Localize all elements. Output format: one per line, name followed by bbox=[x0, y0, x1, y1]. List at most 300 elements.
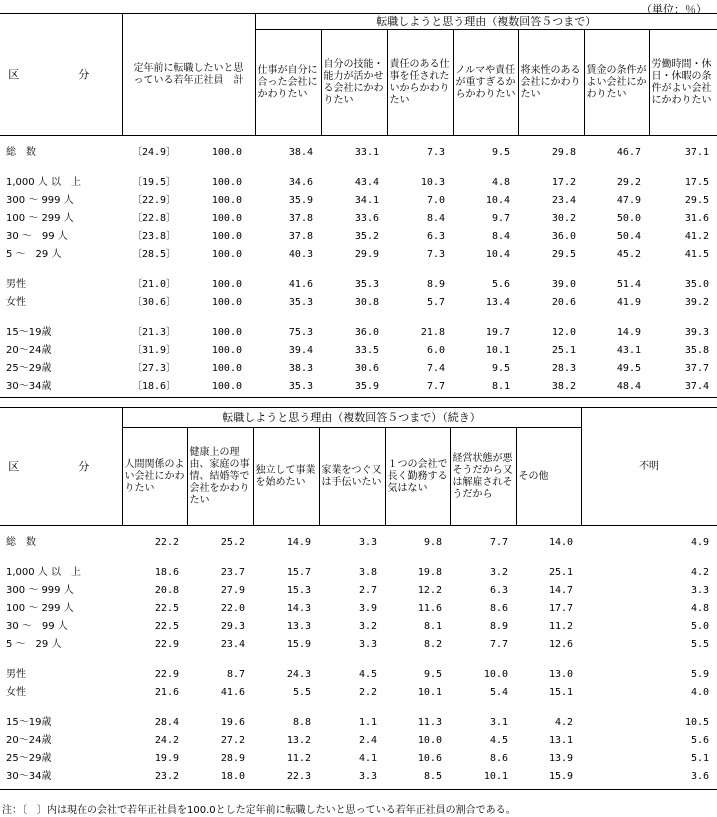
value-cell: 50.4 bbox=[616, 231, 641, 242]
value-cell: 1.1 bbox=[358, 717, 377, 728]
value-cell: 13.0 bbox=[548, 669, 574, 680]
value-cell: 8.4 bbox=[491, 231, 510, 242]
value-cell: 34.6 bbox=[288, 177, 313, 188]
value-cell: 9.8 bbox=[423, 537, 442, 548]
value-cell: 36.0 bbox=[354, 327, 379, 338]
table-row bbox=[0, 666, 717, 684]
row-label: 15〜19歳 bbox=[6, 717, 52, 728]
value-cell: 14.9 bbox=[616, 327, 641, 338]
table-row bbox=[0, 294, 717, 312]
value-cell: 41.5 bbox=[684, 249, 709, 260]
total-value: 100.0 bbox=[211, 279, 242, 290]
value-cell: 35.3 bbox=[288, 297, 313, 308]
value-cell: 10.5 bbox=[684, 717, 710, 728]
reason-header: その他 bbox=[516, 428, 581, 526]
value-cell: 11.2 bbox=[286, 753, 311, 764]
value-cell: 38.4 bbox=[288, 147, 313, 158]
value-cell: 7.7 bbox=[426, 381, 445, 392]
value-cell: 29.3 bbox=[220, 621, 245, 632]
value-cell: 28.4 bbox=[154, 717, 179, 728]
row-label: 男性 bbox=[6, 669, 26, 680]
row-label: 1,000 人 以 上 bbox=[6, 177, 81, 188]
value-cell: 5.9 bbox=[691, 669, 710, 680]
value-cell: 39.2 bbox=[684, 297, 709, 308]
value-cell: 3.8 bbox=[358, 567, 377, 578]
value-cell: 24.2 bbox=[154, 735, 179, 746]
unit-label: （単位：％） bbox=[641, 3, 707, 16]
value-cell: 11.2 bbox=[548, 621, 574, 632]
value-cell: 4.5 bbox=[489, 735, 508, 746]
value-cell: 30.2 bbox=[551, 213, 576, 224]
value-cell: 8.6 bbox=[489, 603, 508, 614]
reason-header: 仕事が自分に合った会社にかわりたい bbox=[255, 30, 321, 136]
value-cell: 19.6 bbox=[220, 717, 245, 728]
value-cell: 5.5 bbox=[292, 687, 311, 698]
table-row bbox=[0, 564, 717, 582]
value-cell: 6.3 bbox=[426, 231, 445, 242]
value-cell: 35.3 bbox=[288, 381, 313, 392]
value-cell: 30.8 bbox=[354, 297, 379, 308]
value-cell: 10.0 bbox=[483, 669, 508, 680]
value-cell: 9.7 bbox=[491, 213, 510, 224]
value-cell: 17.2 bbox=[551, 177, 576, 188]
value-cell: 2.2 bbox=[358, 687, 377, 698]
value-cell: 8.5 bbox=[423, 771, 442, 782]
row-gap bbox=[0, 136, 717, 144]
ratio-value: 〔23.8〕 bbox=[132, 231, 177, 242]
value-cell: 35.0 bbox=[684, 279, 709, 290]
value-cell: 5.5 bbox=[691, 639, 710, 650]
value-cell: 4.9 bbox=[691, 537, 710, 548]
value-cell: 22.5 bbox=[154, 621, 179, 632]
table-row bbox=[0, 684, 717, 702]
value-cell: 11.6 bbox=[417, 603, 442, 614]
total-cell bbox=[122, 144, 255, 162]
value-cell: 8.4 bbox=[426, 213, 445, 224]
table-row bbox=[0, 228, 717, 246]
bottom-group-header: 転職しようと思う理由（複数回答５つまで）（続き） bbox=[122, 408, 581, 428]
value-cell: 22.3 bbox=[286, 771, 311, 782]
value-cell: 13.2 bbox=[286, 735, 311, 746]
row-label: 30〜34歳 bbox=[6, 771, 52, 782]
row-gap bbox=[0, 526, 717, 534]
row-label: 20〜24歳 bbox=[6, 345, 52, 356]
table-row bbox=[0, 342, 717, 360]
value-cell: 15.9 bbox=[548, 771, 574, 782]
row-label: 1,000 人 以 上 bbox=[6, 567, 81, 578]
row-label: 20〜24歳 bbox=[6, 735, 52, 746]
row-label: 総 数 bbox=[6, 537, 36, 548]
value-cell: 9.5 bbox=[423, 669, 442, 680]
value-cell: 27.2 bbox=[220, 735, 245, 746]
value-cell: 7.0 bbox=[426, 195, 445, 206]
value-cell: 28.3 bbox=[551, 363, 576, 374]
ratio-value: 〔21.0〕 bbox=[132, 279, 177, 290]
value-cell: 41.6 bbox=[220, 687, 245, 698]
total-cell bbox=[122, 210, 255, 228]
row-label: 300 〜 999 人 bbox=[6, 195, 74, 206]
value-cell: 14.0 bbox=[548, 537, 574, 548]
value-cell: 21.8 bbox=[420, 327, 445, 338]
total-value: 100.0 bbox=[211, 177, 242, 188]
value-cell: 25.1 bbox=[548, 567, 574, 578]
total-cell bbox=[122, 360, 255, 378]
table-row bbox=[0, 636, 717, 654]
total-cell bbox=[122, 192, 255, 210]
gap-cell bbox=[0, 552, 717, 564]
value-cell: 37.1 bbox=[684, 147, 709, 158]
table-row bbox=[0, 600, 717, 618]
value-cell: 39.4 bbox=[288, 345, 313, 356]
value-cell: 15.7 bbox=[286, 567, 311, 578]
value-cell: 3.3 bbox=[691, 585, 710, 596]
gap-cell bbox=[0, 162, 717, 174]
gap-cell bbox=[0, 136, 717, 144]
total-cell bbox=[122, 174, 255, 192]
value-cell: 3.6 bbox=[691, 771, 710, 782]
total-value: 100.0 bbox=[211, 195, 242, 206]
value-cell: 13.4 bbox=[485, 297, 510, 308]
value-cell: 8.2 bbox=[423, 639, 442, 650]
value-cell: 3.3 bbox=[358, 771, 377, 782]
row-label: 25〜29歳 bbox=[6, 753, 52, 764]
value-cell: 33.6 bbox=[354, 213, 379, 224]
value-cell: 7.7 bbox=[489, 639, 508, 650]
value-cell: 46.7 bbox=[616, 147, 641, 158]
total-value: 100.0 bbox=[211, 249, 242, 260]
value-cell: 3.3 bbox=[358, 537, 377, 548]
value-cell: 23.2 bbox=[154, 771, 179, 782]
value-cell: 10.4 bbox=[485, 195, 510, 206]
ratio-value: 〔30.6〕 bbox=[132, 297, 177, 308]
value-cell: 12.6 bbox=[548, 639, 574, 650]
top-table bbox=[0, 13, 717, 398]
value-cell: 25.2 bbox=[220, 537, 245, 548]
value-cell: 41.6 bbox=[288, 279, 313, 290]
row-gap bbox=[0, 654, 717, 666]
unknown-header: 不明 bbox=[581, 408, 717, 526]
reason-header: 健康上の理由、家庭の事情、結婚等で会社をかわりたい bbox=[187, 428, 253, 526]
value-cell: 33.1 bbox=[354, 147, 379, 158]
gap-cell bbox=[0, 312, 717, 324]
value-cell: 14.9 bbox=[286, 537, 311, 548]
ratio-value: 〔22.8〕 bbox=[132, 213, 177, 224]
total-cell bbox=[122, 276, 255, 294]
value-cell: 34.1 bbox=[354, 195, 379, 206]
value-cell: 8.1 bbox=[423, 621, 442, 632]
value-cell: 35.9 bbox=[288, 195, 313, 206]
value-cell: 20.6 bbox=[551, 297, 576, 308]
value-cell: 4.2 bbox=[691, 567, 710, 578]
value-cell: 4.2 bbox=[555, 717, 574, 728]
table-row bbox=[0, 582, 717, 600]
value-cell: 5.4 bbox=[489, 687, 508, 698]
reason-header: 経営状態が悪そうだから又は解雇されそうだから bbox=[450, 428, 516, 526]
value-cell: 10.6 bbox=[417, 753, 442, 764]
row-label: 30〜34歳 bbox=[6, 381, 52, 392]
value-cell: 22.9 bbox=[154, 669, 179, 680]
row-label: 女性 bbox=[6, 687, 26, 698]
value-cell: 18.6 bbox=[154, 567, 179, 578]
value-cell: 40.3 bbox=[288, 249, 313, 260]
table-row bbox=[0, 360, 717, 378]
value-cell: 10.4 bbox=[485, 249, 510, 260]
value-cell: 27.9 bbox=[220, 585, 245, 596]
gap-cell bbox=[0, 702, 717, 714]
row-gap bbox=[0, 264, 717, 276]
total-value: 100.0 bbox=[211, 381, 242, 392]
bottom-table bbox=[0, 407, 717, 790]
value-cell: 39.0 bbox=[551, 279, 576, 290]
value-cell: 29.9 bbox=[354, 249, 379, 260]
row-label: 5 〜 29 人 bbox=[6, 249, 62, 260]
row-label: 100 〜 299 人 bbox=[6, 213, 74, 224]
row-label: 30 〜 99 人 bbox=[6, 231, 68, 242]
table-bottom-rule bbox=[0, 396, 717, 398]
value-cell: 13.3 bbox=[286, 621, 311, 632]
total-value: 100.0 bbox=[211, 297, 242, 308]
row-label: 300 〜 999 人 bbox=[6, 585, 74, 596]
value-cell: 4.5 bbox=[358, 669, 377, 680]
total-cell bbox=[122, 342, 255, 360]
value-cell: 9.5 bbox=[491, 363, 510, 374]
value-cell: 10.1 bbox=[417, 687, 442, 698]
value-cell: 18.0 bbox=[220, 771, 245, 782]
value-cell: 37.8 bbox=[288, 231, 313, 242]
value-cell: 30.6 bbox=[354, 363, 379, 374]
reason-header: 賃金の条件がよい会社にかわりたい bbox=[584, 30, 649, 136]
ratio-value: 〔18.6〕 bbox=[132, 381, 177, 392]
value-cell: 41.2 bbox=[684, 231, 709, 242]
total-value: 100.0 bbox=[211, 231, 242, 242]
value-cell: 29.2 bbox=[616, 177, 641, 188]
table-row bbox=[0, 732, 717, 750]
value-cell: 11.3 bbox=[417, 717, 442, 728]
value-cell: 4.8 bbox=[491, 177, 510, 188]
row-label: 15〜19歳 bbox=[6, 327, 52, 338]
rule-cell bbox=[0, 396, 717, 398]
total-value: 100.0 bbox=[211, 345, 242, 356]
value-cell: 41.9 bbox=[616, 297, 641, 308]
value-cell: 10.3 bbox=[420, 177, 445, 188]
value-cell: 17.5 bbox=[684, 177, 709, 188]
value-cell: 10.0 bbox=[417, 735, 442, 746]
reason-header: 責任のある仕事を任されたいからかわりたい bbox=[387, 30, 453, 136]
value-cell: 7.3 bbox=[426, 249, 445, 260]
value-cell: 19.7 bbox=[485, 327, 510, 338]
ratio-value: 〔19.5〕 bbox=[132, 177, 177, 188]
kubun-header: 区 分 bbox=[0, 14, 122, 136]
value-cell: 37.8 bbox=[288, 213, 313, 224]
row-gap bbox=[0, 702, 717, 714]
row-gap bbox=[0, 162, 717, 174]
value-cell: 14.3 bbox=[286, 603, 311, 614]
reason-header: 人間関係のよい会社にかわりたい bbox=[122, 428, 187, 526]
table-row bbox=[0, 246, 717, 264]
value-cell: 25.1 bbox=[551, 345, 576, 356]
value-cell: 5.6 bbox=[691, 735, 710, 746]
row-gap bbox=[0, 552, 717, 564]
value-cell: 24.3 bbox=[286, 669, 311, 680]
value-cell: 29.5 bbox=[684, 195, 709, 206]
value-cell: 45.2 bbox=[616, 249, 641, 260]
value-cell: 35.8 bbox=[684, 345, 709, 356]
value-cell: 13.1 bbox=[548, 735, 574, 746]
reason-header: ノルマや責任が重すぎるからかわりたい bbox=[453, 30, 518, 136]
value-cell: 20.8 bbox=[154, 585, 179, 596]
value-cell: 9.5 bbox=[491, 147, 510, 158]
table-row bbox=[0, 534, 717, 552]
value-cell: 14.7 bbox=[548, 585, 574, 596]
table-row bbox=[0, 210, 717, 228]
value-cell: 36.0 bbox=[551, 231, 576, 242]
value-cell: 12.0 bbox=[551, 327, 576, 338]
total-value: 100.0 bbox=[211, 327, 242, 338]
value-cell: 35.9 bbox=[354, 381, 379, 392]
ratio-value: 〔22.9〕 bbox=[132, 195, 177, 206]
value-cell: 38.2 bbox=[551, 381, 576, 392]
value-cell: 47.9 bbox=[616, 195, 641, 206]
value-cell: 12.2 bbox=[417, 585, 442, 596]
table-row bbox=[0, 768, 717, 786]
value-cell: 6.0 bbox=[426, 345, 445, 356]
value-cell: 37.4 bbox=[684, 381, 709, 392]
gap-cell bbox=[0, 264, 717, 276]
row-label: 25〜29歳 bbox=[6, 363, 52, 374]
table-row bbox=[0, 714, 717, 732]
value-cell: 3.1 bbox=[489, 717, 508, 728]
value-cell: 33.5 bbox=[354, 345, 379, 356]
value-cell: 43.4 bbox=[354, 177, 379, 188]
value-cell: 21.6 bbox=[154, 687, 179, 698]
value-cell: 5.0 bbox=[691, 621, 710, 632]
table-row bbox=[0, 174, 717, 192]
reason-header: 独立して事業を始めたい bbox=[253, 428, 319, 526]
total-cell bbox=[122, 228, 255, 246]
value-cell: 5.1 bbox=[691, 753, 710, 764]
value-cell: 7.4 bbox=[426, 363, 445, 374]
total-cell bbox=[122, 378, 255, 396]
value-cell: 10.1 bbox=[483, 771, 508, 782]
value-cell: 5.6 bbox=[491, 279, 510, 290]
ratio-value: 〔31.9〕 bbox=[132, 345, 177, 356]
table-row bbox=[0, 144, 717, 162]
value-cell: 29.5 bbox=[551, 249, 576, 260]
value-cell: 3.3 bbox=[358, 639, 377, 650]
value-cell: 2.4 bbox=[358, 735, 377, 746]
top-group-header: 転職しようと思う理由（複数回答５つまで） bbox=[255, 14, 717, 30]
row-label: 総 数 bbox=[6, 147, 36, 158]
table-bottom-rule bbox=[0, 786, 717, 790]
value-cell: 37.7 bbox=[684, 363, 709, 374]
value-cell: 43.1 bbox=[616, 345, 641, 356]
ratio-value: 〔28.5〕 bbox=[132, 249, 177, 260]
value-cell: 6.3 bbox=[489, 585, 508, 596]
ratio-value: 〔27.3〕 bbox=[132, 363, 177, 374]
table-row bbox=[0, 276, 717, 294]
value-cell: 2.7 bbox=[358, 585, 377, 596]
rule-cell bbox=[0, 786, 717, 790]
value-cell: 3.2 bbox=[358, 621, 377, 632]
value-cell: 35.3 bbox=[354, 279, 379, 290]
value-cell: 15.9 bbox=[286, 639, 311, 650]
row-label: 男性 bbox=[6, 279, 26, 290]
value-cell: 3.2 bbox=[489, 567, 508, 578]
ratio-value: 〔21.3〕 bbox=[132, 327, 177, 338]
total-value: 100.0 bbox=[211, 363, 242, 374]
row-label: 30 〜 99 人 bbox=[6, 621, 68, 632]
value-cell: 4.8 bbox=[691, 603, 710, 614]
table-row bbox=[0, 618, 717, 636]
value-cell: 35.2 bbox=[354, 231, 379, 242]
reason-header: 自分の技能・能力が活かせる会社にかわりたい bbox=[321, 30, 387, 136]
value-cell: 8.7 bbox=[226, 669, 245, 680]
gap-cell bbox=[0, 526, 717, 534]
value-cell: 8.9 bbox=[489, 621, 508, 632]
row-label: 5 〜 29 人 bbox=[6, 639, 62, 650]
reason-header: 将来性のある会社にかわりたい bbox=[518, 30, 584, 136]
row-gap bbox=[0, 312, 717, 324]
value-cell: 4.0 bbox=[691, 687, 710, 698]
value-cell: 22.2 bbox=[154, 537, 179, 548]
value-cell: 10.1 bbox=[485, 345, 510, 356]
value-cell: 23.4 bbox=[220, 639, 245, 650]
table-row bbox=[0, 192, 717, 210]
value-cell: 8.1 bbox=[491, 381, 510, 392]
value-cell: 19.9 bbox=[154, 753, 179, 764]
value-cell: 7.3 bbox=[426, 147, 445, 158]
value-cell: 31.6 bbox=[684, 213, 709, 224]
value-cell: 17.7 bbox=[548, 603, 574, 614]
total-value: 100.0 bbox=[211, 147, 242, 158]
value-cell: 8.6 bbox=[489, 753, 508, 764]
table-row bbox=[0, 324, 717, 342]
value-cell: 49.5 bbox=[616, 363, 641, 374]
value-cell: 15.1 bbox=[548, 687, 574, 698]
value-cell: 15.3 bbox=[286, 585, 311, 596]
row-label: 100 〜 299 人 bbox=[6, 603, 74, 614]
reason-header: 労働時間・休日・休暇の条件がよい会社にかわりたい bbox=[649, 30, 717, 136]
value-cell: 23.7 bbox=[220, 567, 245, 578]
reason-header: １つの会社で長く勤務する気はない bbox=[385, 428, 450, 526]
value-cell: 23.4 bbox=[551, 195, 576, 206]
table-row bbox=[0, 750, 717, 768]
value-cell: 50.0 bbox=[616, 213, 641, 224]
total-header: 定年前に転職したいと思っている若年正社員 計 bbox=[122, 14, 255, 136]
value-cell: 48.4 bbox=[616, 381, 641, 392]
value-cell: 22.9 bbox=[154, 639, 179, 650]
value-cell: 8.9 bbox=[426, 279, 445, 290]
row-label: 女性 bbox=[6, 297, 26, 308]
reason-header: 家業をつぐ又は手伝いたい bbox=[319, 428, 385, 526]
total-cell bbox=[122, 294, 255, 312]
value-cell: 29.8 bbox=[551, 147, 576, 158]
total-value: 100.0 bbox=[211, 213, 242, 224]
value-cell: 28.9 bbox=[220, 753, 245, 764]
value-cell: 22.0 bbox=[220, 603, 245, 614]
footnote: 注：〔 〕内は現在の会社で若年正社員を100.0とした定年前に転職したいと思っている若年正社員の割合である。 bbox=[2, 805, 516, 816]
value-cell: 7.7 bbox=[489, 537, 508, 548]
value-cell: 22.5 bbox=[154, 603, 179, 614]
value-cell: 4.1 bbox=[358, 753, 377, 764]
gap-cell bbox=[0, 654, 717, 666]
total-cell bbox=[122, 324, 255, 342]
value-cell: 3.9 bbox=[358, 603, 377, 614]
total-cell bbox=[122, 246, 255, 264]
value-cell: 39.3 bbox=[684, 327, 709, 338]
value-cell: 19.8 bbox=[417, 567, 442, 578]
value-cell: 51.4 bbox=[616, 279, 641, 290]
